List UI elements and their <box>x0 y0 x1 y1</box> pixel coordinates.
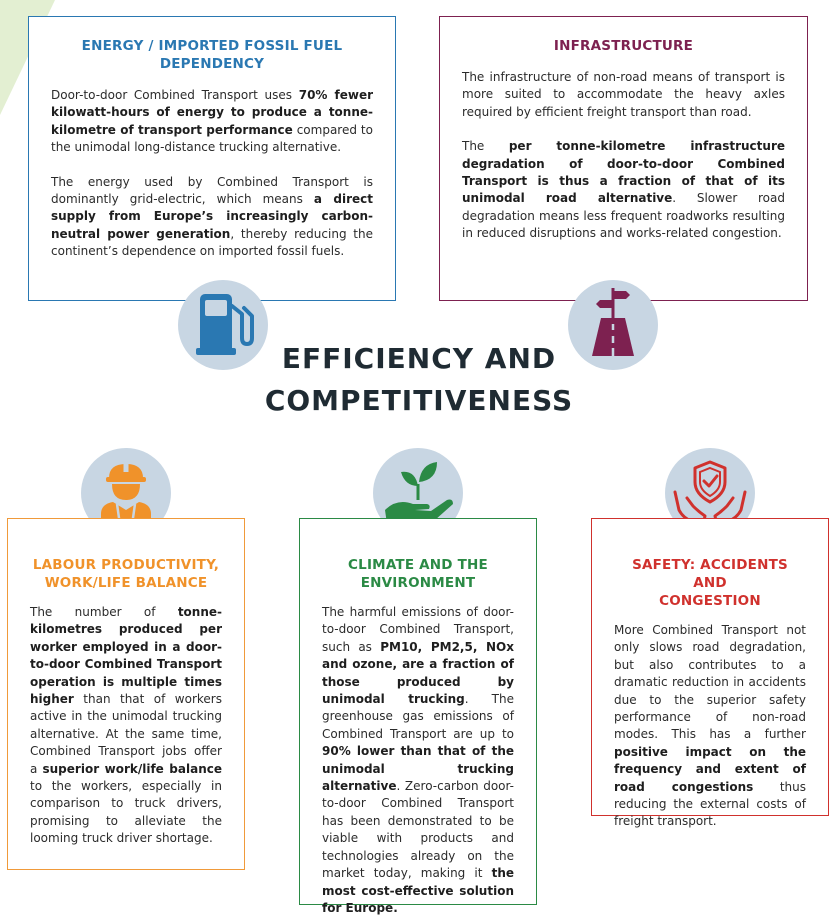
infrastructure-card <box>439 16 808 301</box>
page-title-line2: COMPETITIVENESS <box>264 384 574 417</box>
safety-heading-line2: CONGESTION <box>659 593 761 609</box>
energy-heading-line1: ENERGY / IMPORTED FOSSIL FUEL <box>81 38 343 54</box>
climate-heading-line2: ENVIRONMENT <box>360 575 476 591</box>
labour-paragraph: The number of tonne-kilometres produced per worker employed in a door-to-door Combined Transport operation is multiple times higher than that of workers active in the unimodal trucking alternative. At the same time, Combined Transport jobs offer a superior work/life balance to the workers, especially in comparison to truck drivers, promising to alleviate the looming truck driver shortage. <box>30 605 222 846</box>
safety-heading <box>614 556 806 610</box>
labour-card <box>7 518 245 870</box>
labour-heading-line1: LABOUR PRODUCTIVITY, <box>32 557 220 573</box>
infrastructure-paragraph-1: The infrastructure of non-road means of transport is more suited to accommodate the heavy axles required by efficient freight transport than road. <box>462 70 785 119</box>
energy-heading-line2: DEPENDENCY <box>159 56 265 72</box>
energy-paragraph-1: Door-to-door Combined Transport uses 70% fewer kilowatt-hours of energy to produce a tonne-kilometre of transport performance compared to the unimodal long-distance trucking alternative. <box>51 88 373 155</box>
infrastructure-paragraph-2: The per tonne-kilometre infrastructure degradation of door-to-door Combined Transport is thus a fraction of that of its unimodal road alternative. Slower road degradation means less frequent roadworks resulting in reduced disruptions and works-related congestion. <box>462 139 785 241</box>
safety-heading-line1: SAFETY: ACCIDENTS AND <box>632 557 788 591</box>
climate-heading <box>322 556 514 592</box>
labour-heading-line2: WORK/LIFE BALANCE <box>44 575 208 591</box>
energy-heading <box>51 37 373 73</box>
safety-paragraph: More Combined Transport not only slows road degradation, but also contributes to a dramatic reduction in accidents due to the superior safety performance of non-road modes. This has a further positive impact on the frequency and extent of road congestions thus reducing the external costs of freight transport. <box>614 623 806 829</box>
climate-card <box>299 518 537 915</box>
safety-card <box>591 518 829 829</box>
energy-paragraph-2: The energy used by Combined Transport is dominantly grid-electric, which means a direct supply from Europe’s increasingly carbon-neutral power generation, thereby reducing the continent’s dependence on imported fossil fuels. <box>51 174 373 259</box>
page-title-line1: EFFICIENCY AND <box>281 342 557 375</box>
page-title <box>0 338 838 422</box>
climate-paragraph: The harmful emissions of door-to-door Combined Transport, such as PM10, PM2,5, NOx and ozone, are a fraction of those produced by unimodal trucking. The greenhouse gas emissions of Combined Transport are up to 90% lower than that of the unimodal trucking alternative. Zero-carbon door-to-door Combined Transport has been demonstrated to be viable with products and technologies already on the market today, making it the most cost-effective solution for Europe. <box>322 605 515 915</box>
infrastructure-heading: INFRASTRUCTURE <box>553 38 694 54</box>
energy-card <box>28 16 396 301</box>
climate-heading-line1: CLIMATE AND THE <box>348 557 488 573</box>
labour-heading <box>30 556 222 592</box>
